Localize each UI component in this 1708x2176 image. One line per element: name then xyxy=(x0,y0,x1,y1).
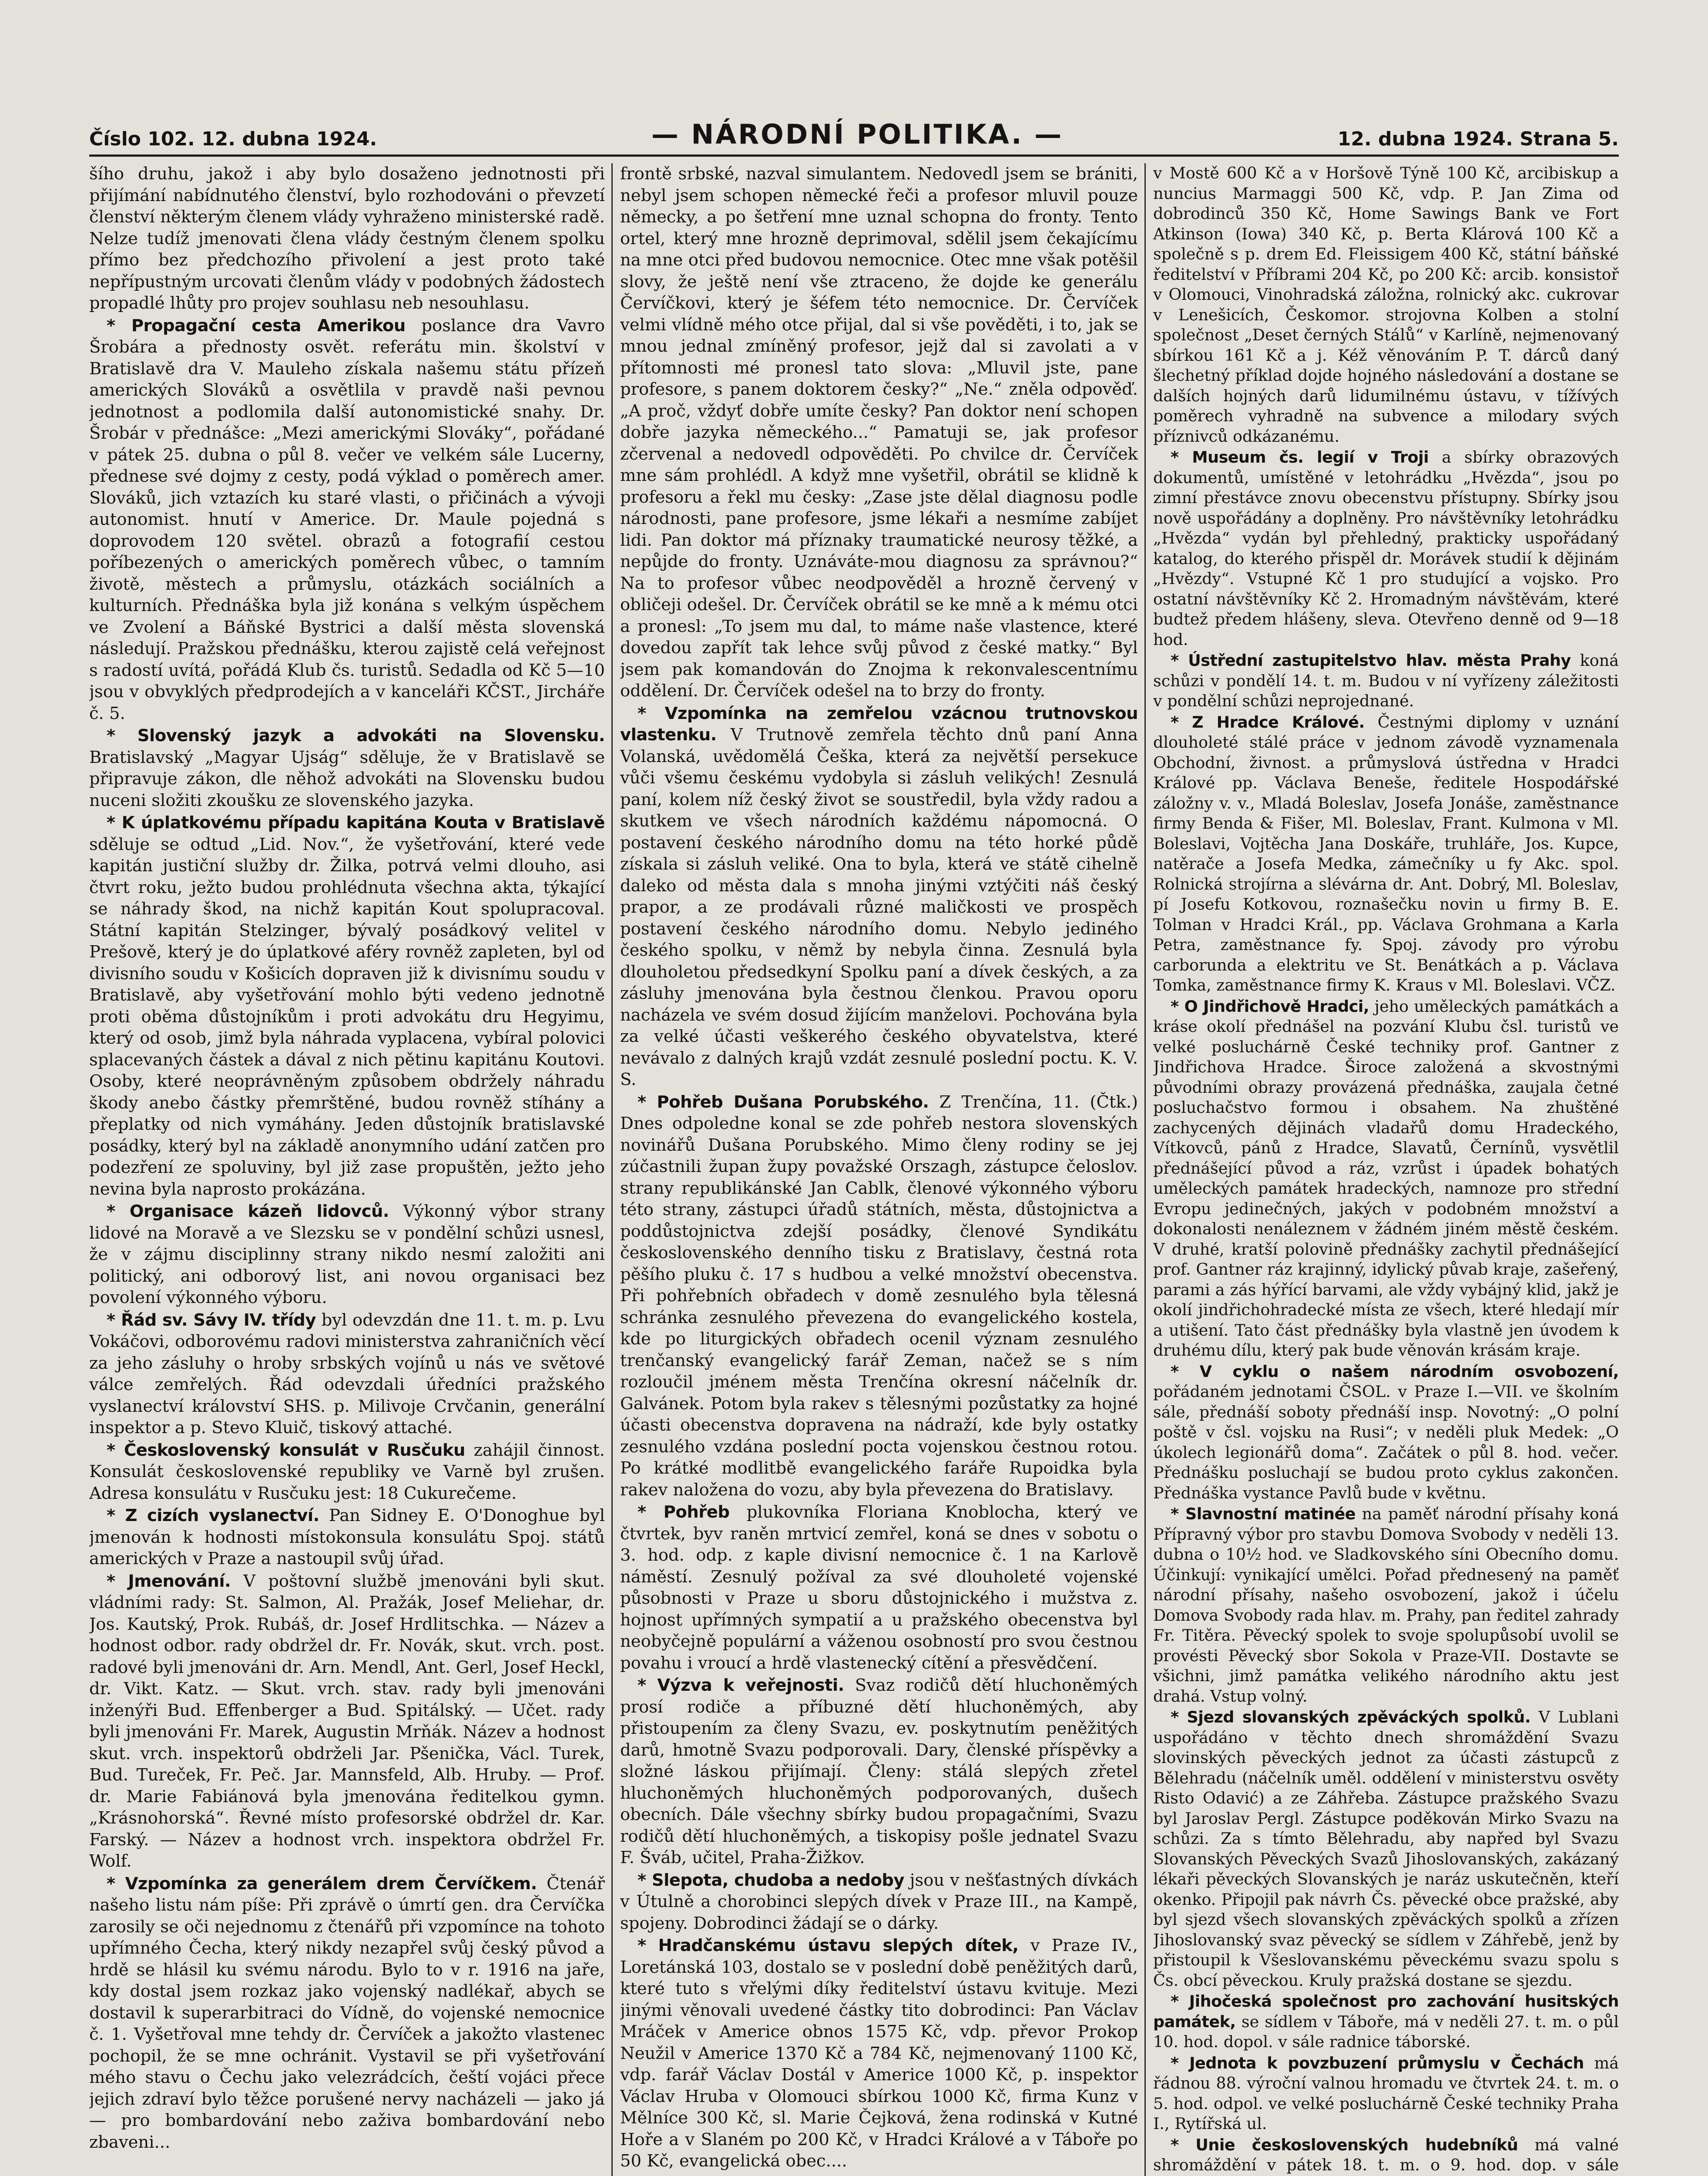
article-body: V poštovní službě jmenováni byli skut. vládními rady: St. Salmon, Al. Pražák, Josef Meliehar, dr. Jos. Kautský, Prok. Rubáš, dr. Josef Hrdlitschka. — Název a hodnost odbor. rady obdržel dr. Fr. Novák, skut. vrch. post. radové byli jmenováni dr. Arn. Mendl, Ant. Gerl, Josef Heckl, dr. Vikt. Katz. — Skut. vrch. stav. rady byli jmenováni inženýři Bud. Effenberger a Bud. Spitálský. — Učet. rady byli jmenováni Fr. Marek, Augustin Mrňák. Název a hodnost skut. vrch. inspektorů obdrželi Jar. Pšenička, Václ. Turek, Bud. Tureček, Fr. Peč. Jar. Mannsfeld, Alb. Hruby. — Prof. dr. Marie Fabiánová byla jmenována ředitelkou gymn. „Krásnohorská“. Řevné místo profesorské obdržel dr. Kar. Farský. — Název a hodnost vrch. inspektora obdržel Fr. Wolf. xyxy=(89,1571,605,1871)
article xyxy=(1153,163,1619,447)
page-date-number: 12. dubna 1924. Strana 5. xyxy=(1337,128,1619,150)
article-body: se sídlem v Táboře, má v neděli 27. t. m. o půl 10. hod. dopol. v sále radnice táborské. xyxy=(1153,2012,1619,2051)
article xyxy=(620,1091,1138,1501)
article xyxy=(89,1571,605,1872)
article-body: Z Trenčína, 11. (Čtk.) Dnes odpoledne konal se zde pohřeb nestora slovenských novinářů Dušana Porubského. Mimo členy rodiny se jej zúčastnili župan župy považské Orszagh, zástupce čeloslov. strany republikánské Jan Cablk, členové výkonného výboru této strany, zástupci úřadů státních, města, důstojnictva a poddůstojnictva zdejší posádky, členové Syndikátu československého denního tisku z Bratislavy, čestná rota pěšího pluku č. 17 s hudbou a velké množství obecenstva. Při pohřebních obřadech v domě zesnulého byla tělesná schránka zesnulého převezena do evangelického kostela, kde po liturgických obřadech ocenil význam zesnulého trenčanský evangelický farář Zeman, načež se s ním rozloučil jménem města Trenčína okresní náčelník dr. Galvánek. Potom byla rakev s tělesnými pozůstatky za hojné účasti obecenstva dopravena na nádraží, kde byly ostatky zesnulého vzdána poslední pocta vojenskou čestnou rotou. Po krátké modlitbě evangelického faráře Rupoidka byla rakev naložena do vozu, aby byla převezena do Bratislavy. xyxy=(620,1092,1138,1500)
article-headline: * Ústřední zastupitelstvo hlav. města Prahy xyxy=(1171,651,1571,670)
column-3 xyxy=(1153,163,1619,2176)
article-body: sděluje se odtud „Lid. Nov.“, že vyšetřování, které vede kapitán justiční služby dr. Žilka, potrvá velmi dlouho, asi čtvrt roku, ježto budou prohlédnuta všechna akta, týkající se náhrady škod, na nichž kapitán Kout spolupracoval. Státní kapitán Stelzinger, bývalý posádkový velitel v Prešově, který je do úplatkové aféry rovněž zapleten, byl od divisního soudu v Košicích dopraven již k divisnímu soudu v Bratislavě, aby vyšetřování mohlo býti vedeno jednotně proti oběma důstojníkům i proti advokátu dru Hegyimu, který od osob, jimž byla náhrada vyplacena, vybíral polovici splacevaných částek a dával z nich pětinu kapitánu Koutovi. Osoby, které neoprávněným způsobem obdržely náhradu škody anebo částky přemrštěné, budou rovněž stíhány a přeplatky od nich vymáhány. Jeden důstojník bratislavské posádky, který byl na základě anonymního udání zatčen pro podezření ze spoluviny, byl již zase propuštěn, ježto jeho nevina byla naprosto prokázána. xyxy=(89,834,605,1199)
article-headline: * Z cizích vyslanectví. xyxy=(107,1506,319,1525)
column-divider xyxy=(611,163,613,2176)
article-headline: * Pohřeb Dušana Porubského. xyxy=(638,1092,929,1112)
article-body: pořádaném jednotami ČSOL. v Praze I.—VII. ve školním sále, přednáší soboty přednáší insp. Novotný: „O polní poště v čsl. vojsku na Rusi“; v neděli pluk Medek: „O úkolech legionářů doma“. Začátek o půl 8. hod. večer. Přednášku posluchají se budou proto cyklus zakončen. Přednáška vystance Pavlů bude v květnu. xyxy=(1153,1382,1619,1502)
article-headline: * Jednota k povzbuzení průmyslu v Čechách xyxy=(1171,2054,1584,2072)
article-body: Čestnými diplomy v uznání dlouholeté stálé práce v jednom závodě vyznamenala Obchodní, živnost. a průmyslová ústředna v Hradci Králové pp. Václava Beneše, ředitele Hospodářské záložny v. v., Mladá Boleslav, Josefa Jonáše, zaměstnance firmy Benda & Fišer, Ml. Boleslav, Frant. Kulmona v Ml. Boleslavi, Vojtěcha Jana Doskáře, truhláře, Jos. Kupce, natěrače a Josefa Medka, zámečníky u fy Akc. spol. Rolnická strojírna a slévárna dr. Ant. Dobrý, Ml. Boleslav, pí Josefu Kotkovou, roznašečku novin u firmy B. E. Tolman v Hradci Král., pp. Václava Grohmana a Karla Petra, zaměstnance fy. Spoj. závody pro výrobu carborunda a elektritu ve St. Benátkách a p. Václava Tomka, zaměstnance firmy K. Kraus v Ml. Boleslavi. VČZ. xyxy=(1153,712,1619,994)
article xyxy=(89,812,605,1200)
article-body: V Trutnově zemřela těchto dnů paní Anna Volanská, uvědomělá Češka, která za největší persekuce vůči všemu českému vydobyla si zásluh velikých! Zesnulá paní, kolem níž český život se soustředil, byla vždy radou a skutkem ve všech národních každému nápomocná. O postavení českého národního domu na této horké půdě získala si zásluh veliké. Ona to byla, která ve státě cihelně daleko od města dala s mnoha jinými vztýčiti náš český prapor, a ze prodávali různé maličkosti ve prospěch postavení českého národního domu. Nebylo jediného českého spolku, v němž by nebyla činna. Zesnulá byla dlouholetou předsedkyní Spolku paní a dívek českých, a za zásluhy jmenována byla čestnou členkou. Pravou oporu nacházela ve svém dosud žijícím manželovi. Pochována byla za velké účasti veškerého českého obyvatelstva, které nevávalo z dalných krajů vzdát zesnulé poslední poctu. K. V. S. xyxy=(620,725,1138,1089)
article-body: byl odevzdán dne 11. t. m. p. Lvu Vokáčovi, odborovému radovi ministerstva zahraničních věcí za jeho zásluhy o hroby srbských vojínů u nás ve světové válce zemřelých. Řád odevzdali úředníci pražského vyslanectví království SHS. p. Milivoje Crvčanin, generální inspektor a p. Stevo Kluič, tiskový attaché. xyxy=(89,1310,605,1437)
article-body: jsou v nešťastných dívkách v Útulně a chorobinci slepých dívek v Praze III., na Kampě, spojeny. Dobrodinci žádají se o dárky. xyxy=(620,1870,1138,1933)
article-headline: * Slovenský jazyk a advokáti na Slovensku. xyxy=(107,726,605,745)
article-headline: * Jmenování. xyxy=(107,1572,231,1591)
article xyxy=(1153,997,1619,1361)
article xyxy=(89,1310,605,1439)
article-headline: * Organisace kázeň lidovců. xyxy=(107,1202,389,1221)
article xyxy=(1153,1991,1619,2052)
article-body: V Lublani uspořádáno v těchto dnech shromáždění Svazu slovinských pěveckých jednot za účasti zástupců z Bělehradu (náčelník uměl. oddělení v ministerstvu osvěty Risto Odavić) a ze Záhřeba. Zástupce pražského Svazu byl Jaroslav Pergl. Zástupce poděkován Mirko Svazu na schůzi. Za s tímto Bělehradu, aby napřed byl Svazu Slovanských Pěveckých Svazů Jihoslovanských, zakázaný lékaři pěveckých Slovanských je naráz uskutečněn, kteří okenko. Připojil pak návrh Čs. pěvecké obce pražské, aby byl sjezd všech slovanských zpěváckých spolků a zřízen Jihoslovanský svaz pěvecký se sídlem v Záhřebě, jenž by přistoupil k Všeslovanskému pěveckému svazu spolu s Čs. obcí pěveckou. Kruly pražská dostane se sjezdu. xyxy=(1153,1708,1619,1990)
article xyxy=(620,1870,1138,1934)
article-body: plukovníka Floriana Knoblocha, který ve čtvrtek, byv raněn mrtvicí zemřel, koná se dnes v sobotu o 3. hod. odp. z kaple divisní nemocnice č. 1 na Karlově náměstí. Zesnulý požíval za své dlouholeté vojenské působnosti v Praze u sboru důstojnického i mužstva z. hojnost upřímných sympatií a u pražského obecenstva byl neobyčejně populární a váženou osobností pro svou čestnou povahu i vroucí a hrdě vlastenecký cítění a přesvědčení. xyxy=(620,1502,1138,1673)
article-headline: * Vzpomínka na zemřelou vzácnou trutnovskou vlastenku. xyxy=(620,704,1138,745)
article xyxy=(89,1873,605,2153)
article-headline: * Hradčanskému ústavu slepých dítek, xyxy=(638,1936,1019,1955)
article-headline: * Z Hradce Králové. xyxy=(1171,713,1365,732)
article-headline: * Slavnostní matinée xyxy=(1171,1504,1356,1523)
article xyxy=(620,1935,1138,2172)
article-body: koná schůzi v pondělí 14. t. m. Budou v ní vyřízeny záležitosti v pondělní schůzi neprojednané. xyxy=(1153,651,1619,710)
article-body: Čtenář našeho listu nám píše: Při zprávě o úmrtí gen. dra Červíčka zarosily se oči nejednomu z čtenářů při vzpomínce na tohoto upřímného Čecha, který nikdy nezapřel svůj český původ a hrdě se hlásil ku svému národu. Bylo to v r. 1916 na jaře, kdy dostal jsem rozkaz jako vojenský nadlékař, abych se dostavil k superarbitraci do Vídně, do vojenské nemocnice č. 1. Vyšetřoval mne tehdy dr. Červíček a jakožto vlastenec pochopil, že se mne ochránit. Vystavil se při vyšetřování mého stavu o Čechu jako velezrádcích, čeští vojáci přece jejich zdraví bylo těžce porušené nervy nacházeli — jako já — pro bombardování nebo zaživa bombardování nebo zbaveni... xyxy=(89,1874,605,2152)
article-body: poslance dra Vavro Šrobára a přednosty osvět. referátu min. školství v Bratislavě dra V. Mauleho získala našemu státu přízeň amerických Slováků a osvětlila v pravdě naši pevnou jednotnost a podlomila další autonomistické snahy. Dr. Šrobár v přednášce: „Mezi americkými Slováky“, pořádané v pátek 25. dubna o půl 8. večer ve velkém sále Lucerny, přednese své dojmy z cesty, podá výklad o poměrech amer. Slováků, jich vztazích ku staré vlasti, o přičinách a vývoji autonomist. hnutí v Americe. Dr. Maule pojedná s doprovodem 120 světel. obrazů a fotografií cestou poříbezených o amerických poměrech vůbec, o tamním životě, městech a průmyslu, otázkách sociálních a kulturních. Přednáška byla již konána s velkým úspěchem ve Zvolení a Báňské Bystrici a další města slovenská následují. Pražskou přednášku, kterou zajistě celá veřejnost s radostí uvítá, pořádá Klub čs. turistů. Sedadla od Kč 5—10 jsou v obvyklých předprodejích a v kanceláři KČST., Jircháře č. 5. xyxy=(89,316,605,723)
article-headline: * O Jindřichově Hradci, xyxy=(1171,997,1369,1016)
article xyxy=(1153,1707,1619,1991)
article-body: a sbírky obrazových dokumentů, umístěné v letohrádku „Hvězda“, jsou po zimní přestávce znovu obecenstvu přístupny. Sbírky jsou nově uspořádány a doplněny. Pro návštěvníky letohrádku „Hvězda“ vydán byl přehledný, prakticky uspořádaný katalog, do kterého přispěl dr. Morávek studií k dějinám „Hvězdy“. Vstupné Kč 1 pro studující a vojsko. Pro ostatní návštěvníky Kč 2. Hromadným návštěvám, které budtež předem hlášeny, sleva. Otevřeno denně od 9—18 hod. xyxy=(1153,448,1619,649)
article-body: má valné shromáždění v pátek 18. t. m. o 9. hod. dop. v sále xyxy=(1153,2135,1619,2174)
article xyxy=(89,1440,605,1504)
article-body: frontě srbské, nazval simulantem. Nedovedl jsem se brániti, nebyl jsem schopen německé řeči a profesor mluvil pouze německy, a po šetření mne uznal schopna do fronty. Tento ortel, který mne hrozně deprimoval, sdělil jsem čekajícímu na mne otci před budovou nemocnice. Otec mne však potěšil slovy, že ještě není vše ztraceno, že dojde ke generálu Červíčkovi, který je šéfem této nemocnice. Dr. Červíček velmi vlídně mého otce přijal, dal si vše pověděti, i to, jak se mnou jednal zmíněný profesor, jejž dal si zavolati a v přítomnosti mé pronesl tato slova: „Mluvil jste, pane profesore, s panem doktorem česky?“ „Ne.“ zněla odpověď. „A proč, vždyť dobře umíte česky? Pan doktor není schopen dobře jazyka německého...“ Pamatuji se, jak profesor zčervenal a nedovedl odpověděti. Po chvilce dr. Červíček mne sám prohlédl. A když mne vyšetřil, obrátil se klidně k profesoru a řekl mu česky: „Zase jste dělal diagnosu podle národnosti, pane profesore, jsme lékaři a nesmíme zabíjet lidi. Pan doktor má příznaky traumatické neurosy těžké, a nepůjde do fronty. Uznáváte-mou diagnosu za správnou?“ Na to profesor vůbec neodpověděl a hrozně červený v obličeji odešel. Dr. Červíček obrátil se ke mně a k mému otci a pronesl: „To jsem mu dal, to máme naše vlastence, které dovedou zapřít tak lehce svůj původ z české matky.“ Byl jsem pak komandován do Znojma k rekonvalescentnímu oddělení. Dr. Červíček odešel na to brzy do fronty. xyxy=(620,164,1138,701)
page-header xyxy=(89,111,1619,150)
article-headline: * Slepota, chudoba a nedoby xyxy=(638,1870,904,1890)
article xyxy=(89,1505,605,1570)
article xyxy=(620,163,1138,702)
newspaper-masthead: — NÁRODNÍ POLITIKA. — xyxy=(651,118,1064,150)
article-headline: * Jihočeská společnost pro zachování husitských památek, xyxy=(1153,1992,1619,2031)
article xyxy=(89,163,605,314)
article-body: Výkonný výbor strany lidové na Moravě a ve Slezsku se v pondělní schůzi usnesl, že v zájmu disciplinny strany nikdo nesmí založiti ani politický, ani odborový list, ani novou organisaci bez povolení výkonného výboru. xyxy=(89,1202,605,1307)
article xyxy=(89,1201,605,1309)
article-headline: * Unie československých hudebníků xyxy=(1171,2136,1518,2154)
article xyxy=(620,1675,1138,1869)
article-body: v Praze IV., Loretánská 103, dostalo se v poslední době peněžitých darů, které tuto s vřelými díky ředitelství ústavu kvituje. Mezi jinými věnovali uvedené částky tito dobrodinci: Pan Václav Mráček v Americe obnos 1575 Kč, vdp. převor Prokop Neužil v Americe 1370 Kč a 784 Kč, nejmenovaný 1100 Kč, vdp. farář Václav Dostál v Americe 1000 Kč, p. inspektor Václav Hruba v Olomouci sbírkou 1000 Kč, firma Kunz v Mělníce 300 Kč, sl. Marie Čejková, žena rodinská v Kutné Hoře a v Slaném po 200 Kč, v Hradci Králové a v Táboře po 50 Kč, evangelická obec.... xyxy=(620,1936,1138,2171)
article-headline: * K úplatkovému případu kapitána Kouta v Bratislavě xyxy=(107,813,605,833)
article xyxy=(1153,651,1619,712)
article-headline: * Museum čs. legií v Troji xyxy=(1171,448,1429,467)
column-1 xyxy=(89,163,605,2176)
article-headline: * Řád sv. Sávy IV. třídy xyxy=(107,1310,316,1330)
article xyxy=(1153,447,1619,650)
issue-number-date: Číslo 102. 12. dubna 1924. xyxy=(89,128,377,150)
article xyxy=(1153,1504,1619,1706)
article-body: zahájil činnost. Konsulát československé republiky ve Varně byl zrušen. Adresa konsulátu v Rusčuku jest: 18 Cukurečeme. xyxy=(89,1440,605,1503)
article xyxy=(1153,712,1619,996)
article-headline: * Sjezd slovanských zpěváckých spolků. xyxy=(1171,1708,1530,1726)
article-body: Svaz rodičů dětí hluchoněmých prosí rodiče a příbuzné dětí hluchoněmých, aby přistoupením za členy Svazu, ev. poskytnutím peněžitých darů, hmotně Svazu podporovali. Dary, členské příspěvky a složné láskou přijímají. Členy: stálá slepých zřetel hluchoněmých hluchoněmých podporovaných, dušech obecních. Dále všechny sbírky budou propagačními, Svazu rodičů dětí hluchoněmých, a tiskopisy pošle jednatel Svazu F. Šváb, učitel, Praha-Žižkov. xyxy=(620,1676,1138,1867)
article-headline: * V cyklu o našem národním osvobození, xyxy=(1171,1362,1619,1381)
article-headline: * Propagační cesta Amerikou xyxy=(107,316,406,336)
column-divider xyxy=(1144,163,1146,2176)
article xyxy=(89,315,605,725)
article xyxy=(620,1501,1138,1674)
article-body: má řádnou 88. výroční valnou hromadu ve čtvrtek 24. t. m. o 5. hod. odpol. ve velké posluchárně České techniky Praha I., Rytířská ul. xyxy=(1153,2053,1619,2133)
article xyxy=(1153,2053,1619,2134)
article-headline: * Pohřeb xyxy=(638,1502,729,1522)
article xyxy=(1153,1362,1619,1504)
article-body: Pan Sidney E. O'Donoghue byl jmenován k hodnosti místokonsula konsulátu Spoj. států amerických v Praze a nastoupil svůj úřad. xyxy=(89,1506,605,1568)
article-body: Bratislavský „Magyar Ujság“ sděluje, že v Bratislavě se připravuje zákon, dle něhož advokáti na Slovensku budou nuceni složiti zkoušku ze slovenského jazyka. xyxy=(89,747,605,810)
article-body: šího druhu, jakož i aby bylo dosaženo jednotnosti při přijímání nabídnutého členství, bylo rozhodováni o převzetí členství některým členem vlády vyhraženo ministerské radě. Nelze tudíž jmenovati člena vlády čestným členem spolku přímo bez předchozího přivolení a jest proto také nepřípustným urcovati členům vlády v podobných žádostech propadlé lhůty pro projev souhlasu neb nesouhlasu. xyxy=(89,164,605,313)
header-rule xyxy=(89,154,1619,157)
article-headline: * Výzva k veřejnosti. xyxy=(638,1676,844,1695)
column-2 xyxy=(620,163,1138,2176)
article-headline: * Československý konsulát v Rusčuku xyxy=(107,1441,465,1460)
article-headline: * Vzpomínka za generálem drem Červíčkem. xyxy=(107,1874,537,1894)
article xyxy=(1153,2135,1619,2176)
article-body: na paměť národní přísahy koná Přípravný výbor pro stavbu Domova Svobody v neděli 13. dubna o 10½ hod. ve Sladkovského síni Obecního domu. Účinkují: vynikající umělci. Pořad přednesený na paměť národní přísahy, našeho osvobození, jakož i účelu Domova Svobody rada hlav. m. Prahy, pan ředitel zahrady Fr. Titěra. Pěvecký spolek to svoje spolupůsobí uvolil se provésti Pěvecký sbor Sokola v Praze-VII. Dostavte se všichni, jimž památka velikého národního aktu jest drahá. Vstup volný. xyxy=(1153,1504,1619,1706)
article-body: jeho uměleckých památkách a kráse okolí přednášel na pozvání Klubu čsl. turistů ve velké posluchárně České techniky prof. Gantner z Jindřichova Hradce. Široce založená a skvostnými původními obrazy provázená přednáška, zaujala četné posluchačstvo formou i obsahem. Na zhuštěné zachycených dějinách vladařů domu Hradeckého, Vítkovců, pánů z Hradce, Slavatů, Černínů, vysvětlil přednášející původ a ráz, vzrůst i úpadek bohatých uměleckých památek hradeckých, namnoze pro střední Evropu jedinečných, jakých v podobném množství a dokonalosti nenáleznem v žádném jiném městě českém. V druhé, kratší polovině přednášky zachytil přednášející prof. Gantner ráz krajinný, idylický půvab kraje, zašeřený, parami a zás hýřící barvami, ale vždy vybájný klid, jakž je okolí jindřichohradecké místa ze všech, které hledají mír a utišení. Tato část přednášky byla vlastně jen úvodem k druhému dílu, který pak bude věnován krásám kraje. xyxy=(1153,997,1619,1360)
article xyxy=(89,725,605,811)
article-body: v Mostě 600 Kč a v Horšově Týně 100 Kč, arcibiskup a nuncius Marmaggi 500 Kč, vdp. P. Jan Zima od dobrodinců 350 Kč, Home Sawings Bank ve Fort Atkinson (Iowa) 340 Kč, p. Berta Klárová 100 Kč a společně s p. drem Ed. Fleissigem 400 Kč, státní báňské ředitelství v Příbrami 204 Kč, po 200 Kč: arcib. konsistoř v Olomouci, Vinohradská záložna, rolnický akc. cukrovar v Lenešicích, Českomor. strojovna Kolben a stolní společnost „Deset černých Stálů“ v Karlíně, nejmenovaný sbírkou 161 Kč a j. Kéž věnováním P. T. dárců daný šlechetný příklad dojde hojného následování a dostane se dalších hojných darů lidumilnému ústavu, v tížívých poměrech vyhradně na subvence a milodary svých příznivců odkázanému. xyxy=(1153,164,1619,446)
article xyxy=(620,703,1138,1091)
